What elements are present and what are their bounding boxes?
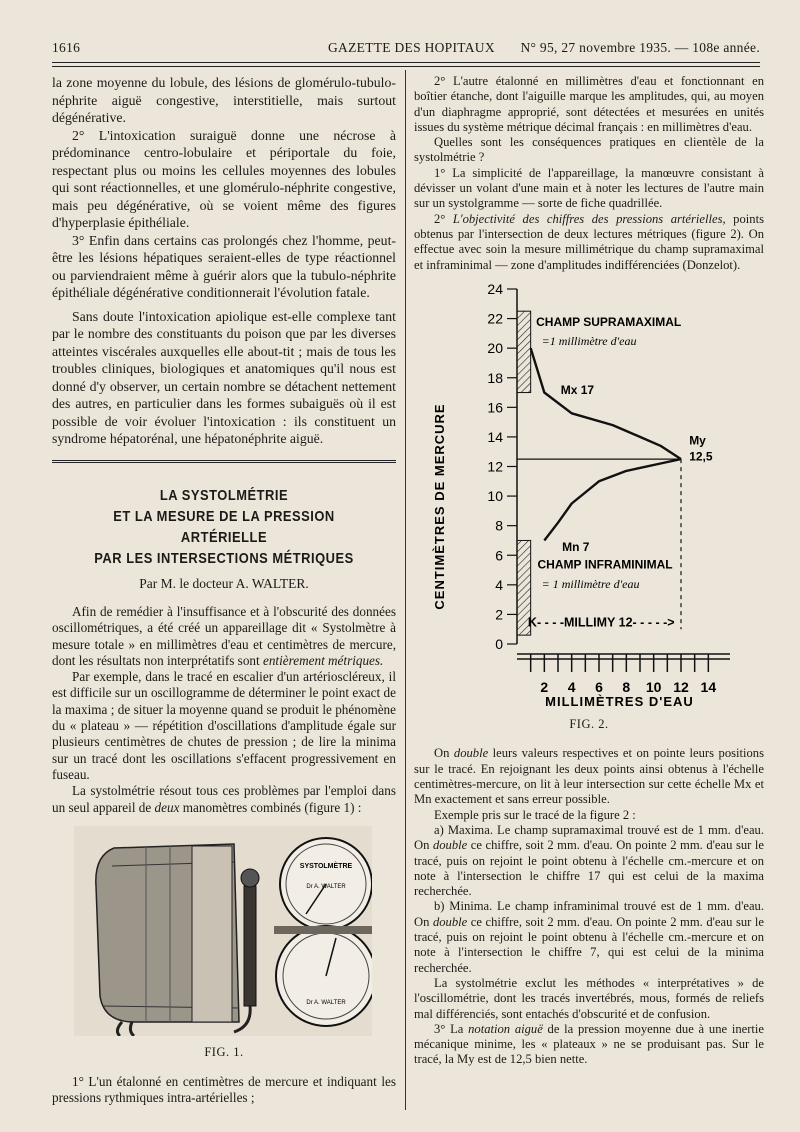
paragraph: Quelles sont les conséquences pratiques en clientèle de la systolmétrie ? (414, 135, 764, 165)
supramaximal-value: =1 millimètre d'eau (541, 334, 637, 349)
my-value: 12,5 (689, 449, 713, 464)
y-tick-label: 14 (487, 428, 503, 445)
my-label: My (689, 433, 706, 448)
y-axis-label: CENTIMÈTRES DE MERCURE (432, 403, 447, 610)
article-title: LA SYSTOLMÉTRIE ET LA MESURE DE LA PRESSION ARTÉRIELLE PAR LES INTERSECTIONS MÉTRIQUES (94, 486, 354, 567)
x-tick-label: 2 (540, 678, 549, 695)
dial-label: Dr A. WALTER (306, 999, 346, 1006)
figure-1-caption: FIG. 1. (204, 1045, 244, 1060)
paragraph: 2° L'autre étalonné en millimètres d'eau et fonctionnant en boîtier étanche, dont l'aiguille marque les amplitudes, qui, au moyen d'un diaphragme approprié, sont détectées et mesurées en unités issues du système métrique décimal français : en millimètres d'eau. (414, 74, 764, 134)
section-rule (52, 460, 396, 463)
x-axis-label: MILLIMÈTRES D'EAU (545, 693, 694, 709)
supramaximal-label: CHAMP SUPRAMAXIMAL (536, 314, 682, 329)
paragraph: Exemple pris sur le tracé de la figure 2 : (434, 807, 636, 822)
mx-label: Mx 17 (560, 382, 595, 397)
paragraph: 1° L'un étalonné en centimètres de mercure et indiquant les pressions rythmiques intra-artérielles ; (52, 1073, 396, 1106)
paragraph: 3° Enfin dans certains cas prolongés chez l'homme, peut-être les lésions hépatiques seraient-elles de type réactionnel ou parviendraient même à guérir alors que la tubulo-néphrite épithéliale dégénérative conditionnerait l'évolution fatale. (52, 232, 396, 300)
paragraph: 2° L'objectivité des chiffres des pressions artérielles, points obtenus par l'intersection de deux lectures métriques (figure 2). On effectue avec soin la mesure millimétrique du champ supramaximal et inframinimal — zone d'amplitudes indifférenciées (Donzelot). (414, 211, 764, 272)
inframinimal-value: = 1 millimètre d'eau (541, 576, 640, 591)
x-tick-label: 8 (622, 678, 631, 695)
y-tick-label: 10 (487, 487, 503, 504)
paragraph: Sans doute l'intoxication apiolique est-elle complexe tant par le nombre des constituants du poison que par les diverses atteintes viscérales auxquelles elle about-tit ; mais de tous les troubles cliniques, biologiques et anatomiques qu'il nous est donné d'y observer, un certain nombre se détachent nettement des autres, en particulier dans les formes subaiguës où il est possible de voir évoluer l'intoxication : ils constituent un syndrome hépatorénal, une hépatonéphrite aiguë. (52, 308, 396, 446)
header-rule (52, 62, 760, 63)
paragraph: la zone moyenne du lobule, des lésions de glomérulo-tubulo-néphrite aiguë congestive, interstitielle, mais surtout dégénérative. (52, 75, 396, 125)
y-tick-label: 2 (495, 606, 503, 623)
paragraph: a) Maxima. Le champ supramaximal trouvé est de 1 mm. d'eau. On double ce chiffre, soit 2 mm. d'eau. On pointe 2 mm. d'eau sur le tracé, puis on rejoint le point obtenu à l'échelle cm.-mercure et on note à l'intersection le chiffre 17 qui est celui de la maxima recherchée. (414, 822, 764, 899)
running-header (52, 36, 760, 58)
paragraph: Afin de remédier à l'insuffisance et à l'obscurité des données oscillométriques, a été créé un appareillage dit « Systolmètre à mesure totale » en millimètres d'eau et centimètres de mercure, dont les résultats non interprétatifs sont entièrement métriques. (52, 604, 396, 668)
left-column (52, 74, 396, 1106)
x-tick-label: 10 (645, 678, 662, 695)
figure-2-caption: FIG. 2. (569, 717, 609, 732)
header-rule-2 (52, 66, 760, 67)
paragraph: La systolmétrie exclut les méthodes « interprétatives » de l'oscillométrie, dont les tracés invertébrés, mous, formés de reliefs mal différenciés, sont entachés d'obscurité et de confusion. (414, 975, 764, 1021)
figure-2-chart (422, 279, 752, 709)
column-rule (405, 70, 406, 1110)
figure-1-apparatus (74, 826, 372, 1036)
article-author: Par M. le docteur A. WALTER. (139, 575, 309, 591)
y-tick-label: 18 (487, 369, 503, 386)
x-tick-label: 4 (567, 678, 576, 695)
x-tick-label: 12 (673, 678, 689, 695)
y-tick-label: 4 (495, 576, 503, 593)
paragraph: On double leurs valeurs respectives et on pointe leurs positions sur le tracé. En rejoignant les deux points ainsi obtenus à l'échelle centimètres-mercure, on lit à leur intersection sur cette échelle Mx et Mn exactement et sans erreur possible. (414, 746, 765, 807)
paragraph: 2° L'intoxication suraiguë donne une nécrose à prédominance centro-lobulaire et périportale du foie, respectant plus ou moins les cellules moyennes des lobules qui sont réactionnelles, et une glomérulo-néphrite congestive, mais peu dégénérative, où se voient même des figures d'hyperplasie épithéliale. (52, 127, 396, 230)
paragraph: Par exemple, dans le tracé en escalier d'un artérioscléreux, il est difficile sur un oscillogramme de déterminer le point exact de la maxima ; de situer la moyenne quand se produit le phénomène du « plateau » — répétition d'oscillations d'amplitude égale sur plusieurs centimètres de chutes de pression ; de lire la minima sur un tracé dont les oscillations s'effacent progressivement en fuseau. (52, 669, 396, 782)
x-tick-label: 14 (700, 678, 717, 695)
dial-label: SYSTOLMÈTRE (299, 862, 353, 870)
y-tick-label: 8 (495, 517, 503, 534)
y-tick-label: 6 (495, 547, 503, 564)
right-column (414, 74, 764, 1068)
x-tick-label: 6 (595, 678, 603, 695)
mn-label: Mn 7 (562, 539, 590, 554)
y-tick-label: 16 (487, 399, 503, 416)
issue-date: N° 95, 27 novembre 1935. — 108e année. (520, 40, 760, 55)
y-tick-label: 20 (487, 340, 503, 357)
y-tick-label: 0 (495, 635, 503, 652)
paragraph: 3° La notation aiguë de la pression moyenne due à une inertie mécanique minime, les « plateaux » ne se produisant pas. Sur le tracé, la My est de 12,5 bien nette. (414, 1021, 764, 1067)
y-tick-label: 24 (487, 280, 503, 297)
page-number: 1616 (52, 40, 81, 55)
dial-label: Dr A. WALTER (306, 883, 346, 890)
paragraph: b) Minima. Le champ inframinimal trouvé est de 1 mm. d'eau. On double ce chiffre, soit 2 mm. d'eau. On pointe 2 mm. d'eau sur le tracé, puis on rejoint le point obtenu à l'échelle cm.-mercure et on note à l'intersection le chiffre 7, qui est celui de la minima recherchée. (414, 899, 764, 975)
paragraph: La systolmétrie résout tous ces problèmes par l'emploi dans un seul appareil de deux manomètres combinés (figure 1) : (52, 783, 396, 815)
millimy-label: K- - - -MILLIMY 12- - - - -> (527, 615, 675, 630)
y-tick-label: 22 (487, 310, 503, 327)
y-tick-label: 12 (487, 458, 503, 475)
inframinimal-label: CHAMP INFRAMINIMAL (537, 557, 673, 572)
journal-title: GAZETTE DES HOPITAUX (328, 40, 495, 55)
supramaximal-field (517, 311, 531, 392)
paragraph: 1° La simplicité de l'appareillage, la manœuvre consistant à dévisser un volant d'une main et à noter les lectures de l'autre main sur un systolgramme — sorte de fiche quadrillée. (414, 165, 764, 211)
